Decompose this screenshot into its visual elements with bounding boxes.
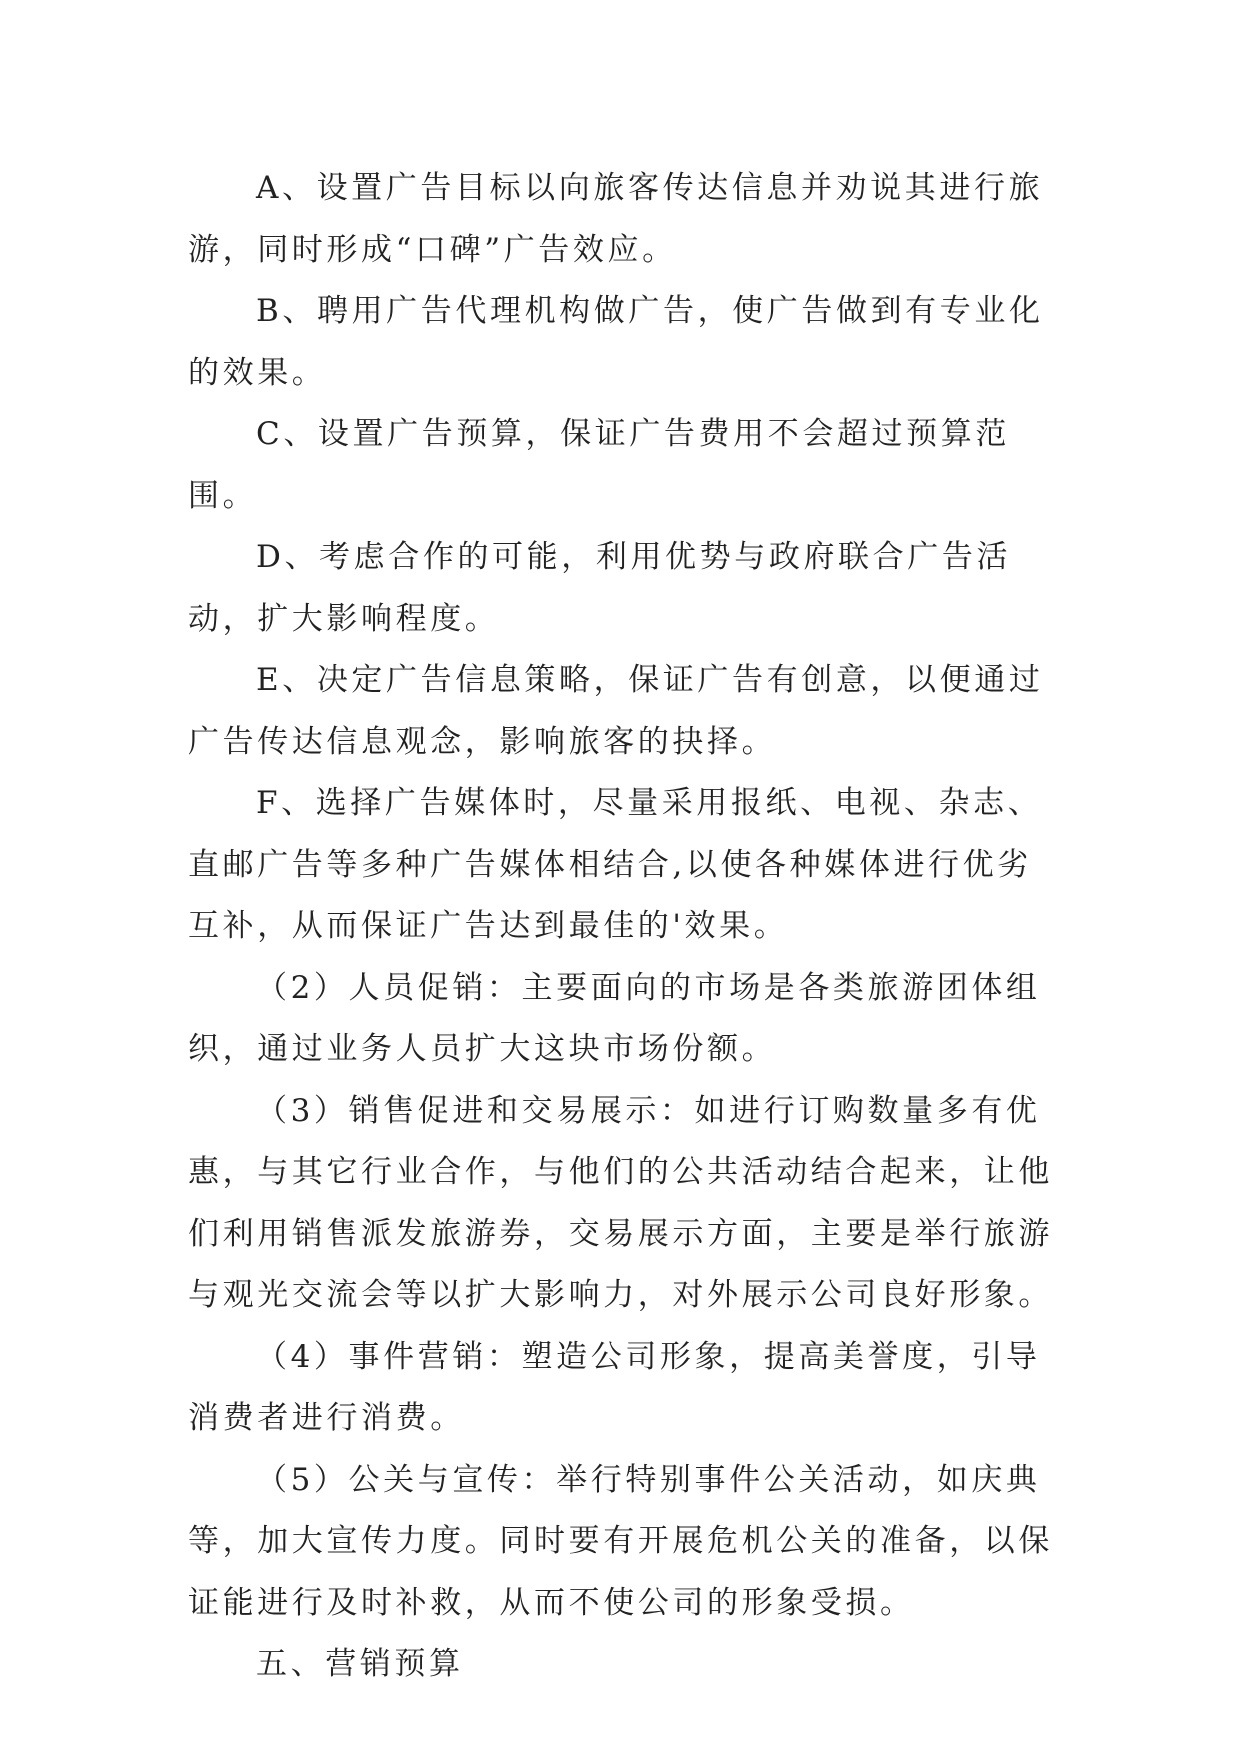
paragraph-ad-objective: A、设置广告目标以向旅客传达信息并劝说其进行旅游，同时形成“口碑”广告效应。: [188, 170, 1044, 268]
paragraph-cooperation: D、考虑合作的可能，利用优势与政府联合广告活动，扩大影响程度。: [188, 539, 1012, 637]
paragraph-ad-budget: C、设置广告预算，保证广告费用不会超过预算范围。: [188, 416, 1010, 514]
document-body: [188, 158, 1058, 1696]
section-heading-marketing-budget: 五、营销预算: [256, 1646, 464, 1682]
paragraph-ad-agency: B、聘用广告代理机构做广告，使广告做到有专业化的效果。: [188, 293, 1044, 391]
paragraph-ad-media: F、选择广告媒体时，尽量采用报纸、电视、杂志、直邮广告等多种广告媒体相结合,以使各种媒体进行优劣互补，从而保证广告达到最佳的'效果。: [188, 785, 1043, 944]
paragraph-sales-promotion: （3）销售促进和交易展示：如进行订购数量多有优惠，与其它行业合作，与他们的公共活动结合起来，让他们利用销售派发旅游券，交易展示方面，主要是举行旅游与观光交流会等以扩大影响力，对外展示公司良好形象。: [188, 1092, 1053, 1313]
paragraph-public-relations: （5）公关与宣传：举行特别事件公关活动，如庆典等，加大宣传力度。同时要有开展危机公关的准备，以保证能进行及时补救，从而不使公司的形象受损。: [188, 1461, 1053, 1621]
paragraph-event-marketing: （4）事件营销：塑造公司形象，提高美誉度，引导消费者进行消费。: [188, 1338, 1041, 1436]
paragraph-ad-message-strategy: E、决定广告信息策略，保证广告有创意，以便通过广告传达信息观念，影响旅客的抉择。: [188, 662, 1044, 760]
paragraph-personal-selling: （2）人员促销：主要面向的市场是各类旅游团体组织，通过业务人员扩大这块市场份额。: [188, 969, 1041, 1067]
